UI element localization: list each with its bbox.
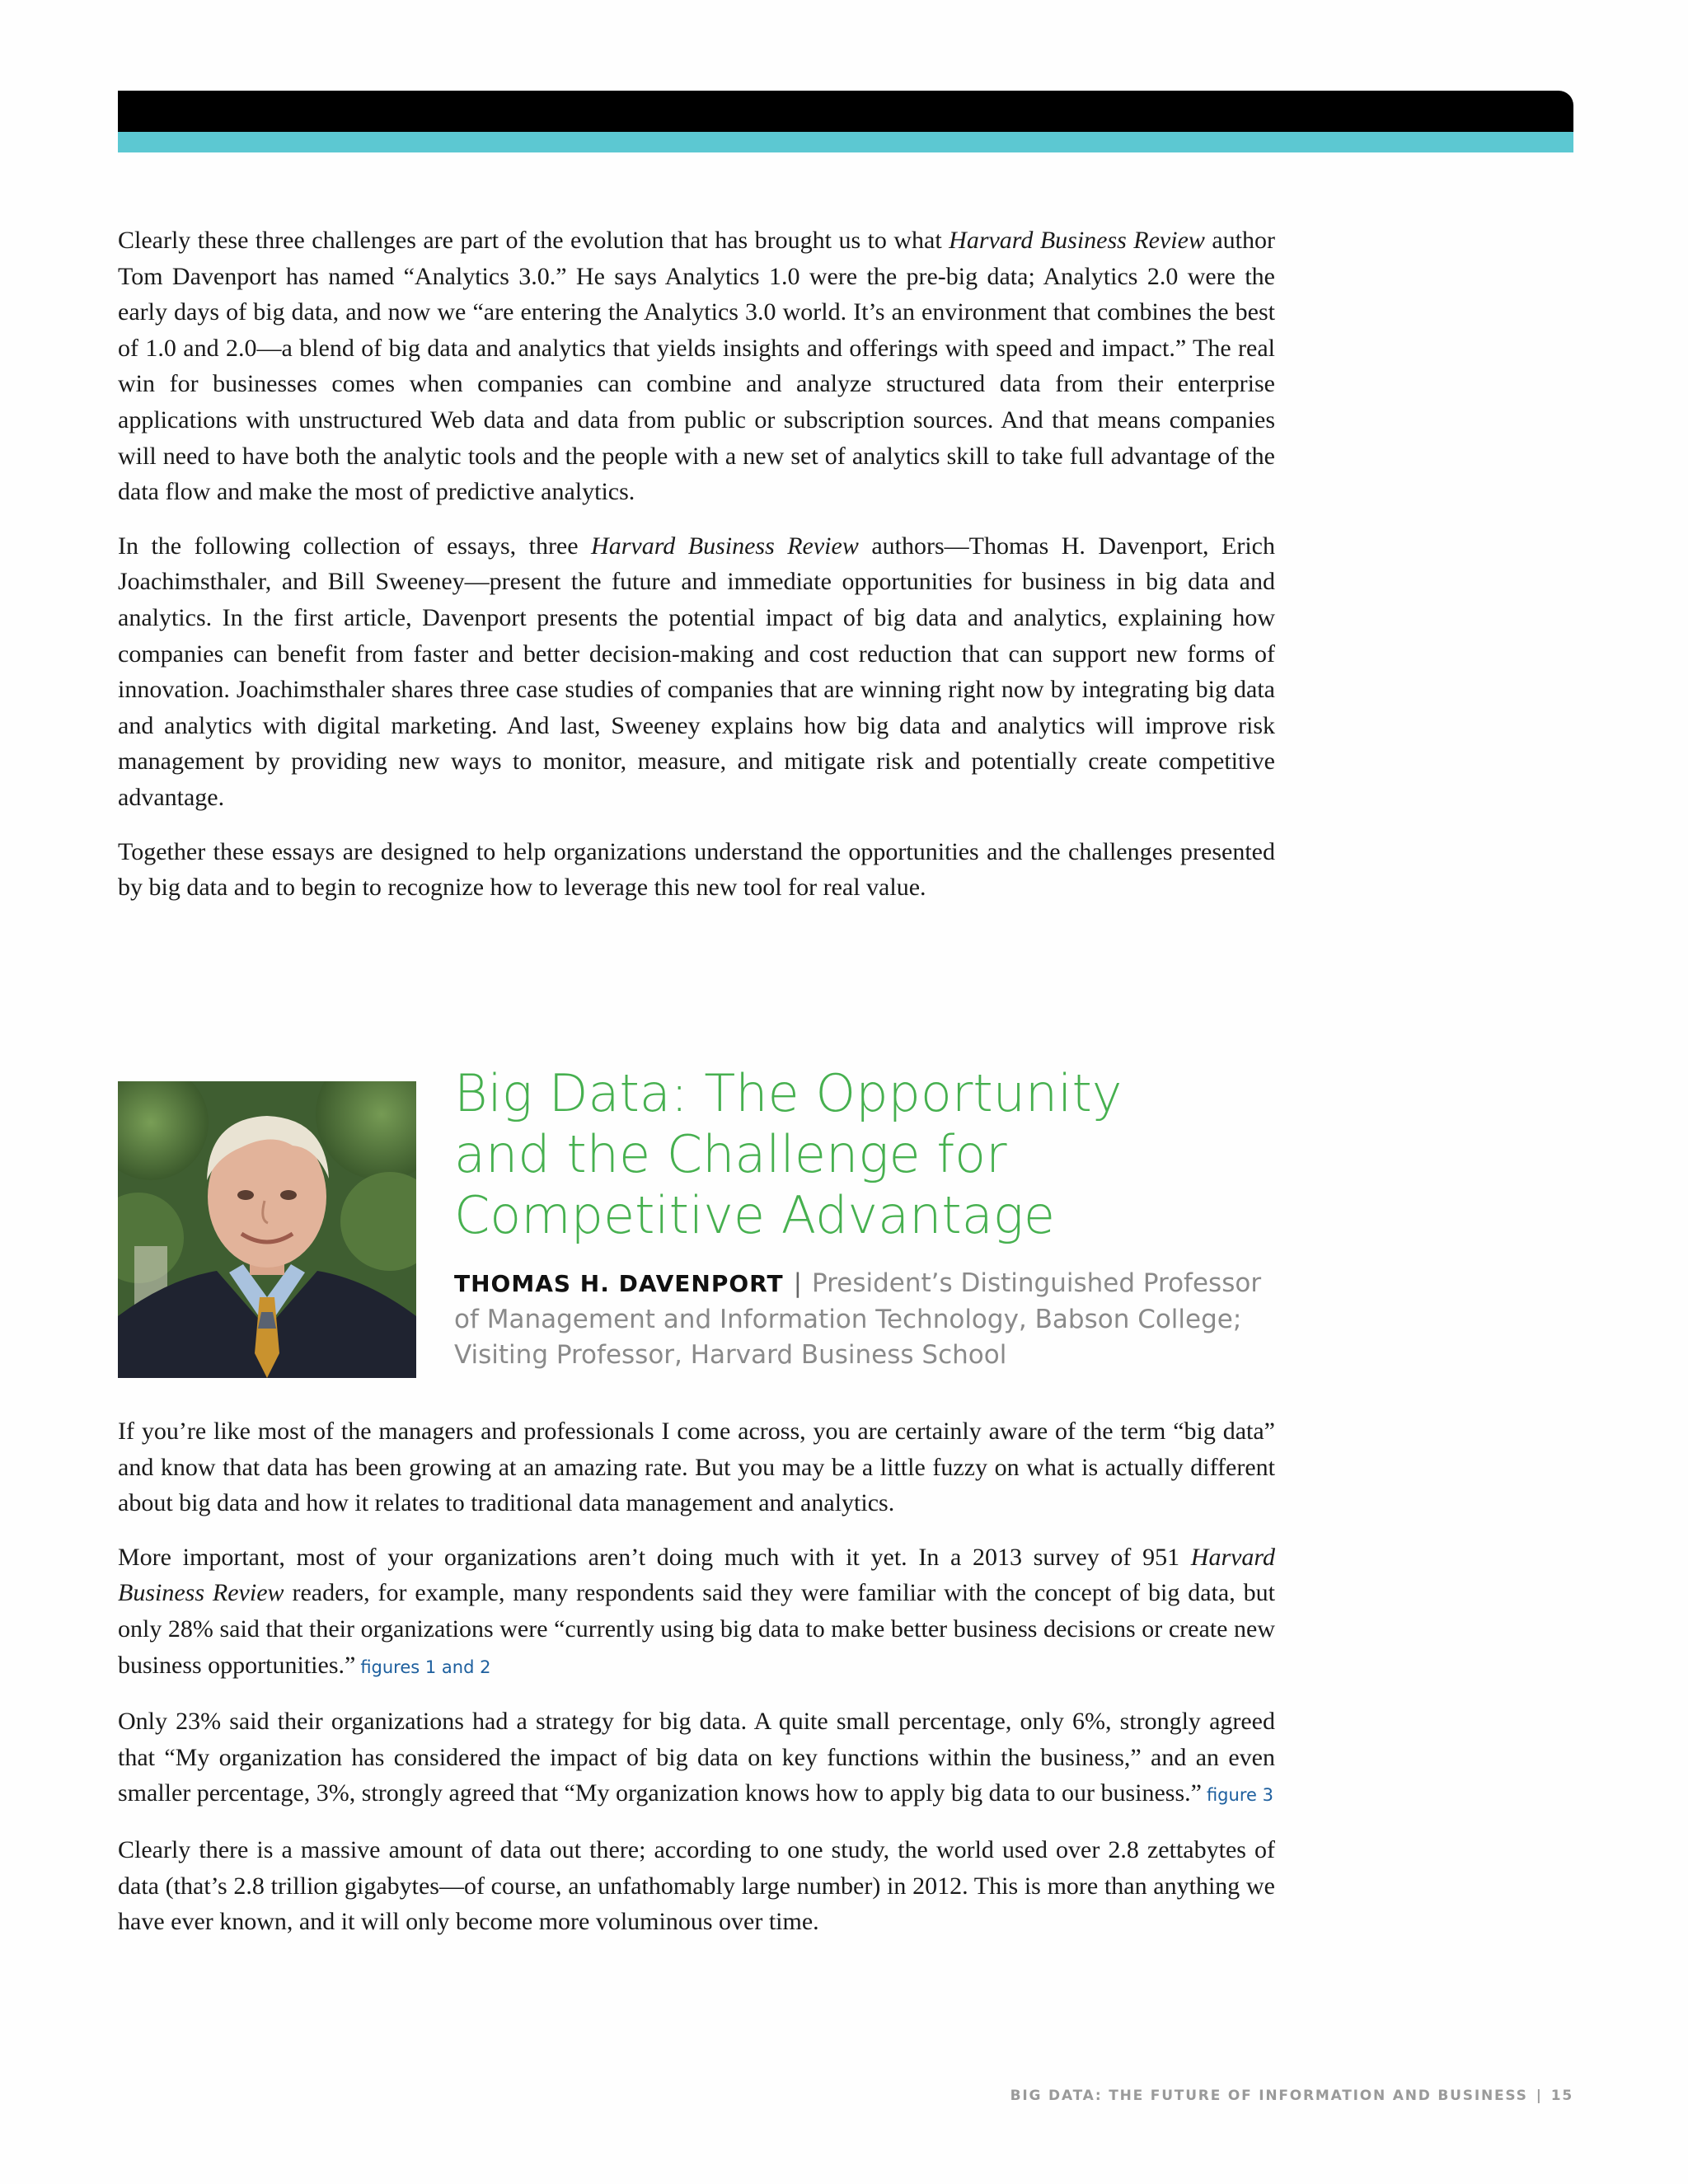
article-header: [454, 1063, 1278, 1374]
publication-name: Harvard Business Review: [118, 1543, 1275, 1607]
figure-reference-link[interactable]: figure 3: [1206, 1785, 1273, 1806]
text-run: In the following collection of essays, three: [118, 532, 592, 560]
article-title: [454, 1063, 1278, 1246]
author-affiliation: President’s Distinguished Professor of Management and Information Technology, Babson College; Visiting Professor, Harvard Business School: [454, 1268, 1262, 1370]
page-footer: [1010, 2088, 1573, 2104]
body-paragraph-3: [118, 1704, 1275, 1814]
intro-paragraph-2: [118, 528, 1275, 816]
article-title-line: and the Challenge for: [454, 1124, 1007, 1184]
author-photo: [118, 1081, 416, 1378]
body-paragraph-2: [118, 1540, 1275, 1685]
page-number: 15: [1550, 2088, 1573, 2104]
header-bar: [118, 91, 1573, 132]
body-paragraph-1: If you’re like most of the managers and professionals I come across, you are certainly aware of the term “big data” and know that data has been growing at an amazing rate. But you may be a little fuzzy on what is actually different about big data and how it relates to traditional data management and analytics.: [118, 1418, 1275, 1517]
text-run: authors—Thomas H. Davenport, Erich Joachimsthaler, and Bill Sweeney—present the future and immediate opportunities for business in big data and analytics. In the first article, Davenport presents the potential impact of big data and analytics, explaining how companies can benefit from faster and better decision-making and cost reduction that can support new forms of innovation. Joachimsthaler shares three case studies of companies that are winning right now by integrating big data and analytics with digital marketing. And last, Sweeney explains how big data and analytics will improve risk management by providing new ways to monitor, measure, and mitigate risk and potentially create competitive advantage.: [118, 532, 1275, 811]
text-run: More important, most of your organizations aren’t doing much with it yet. In a 2013 survey of 951: [118, 1543, 1191, 1571]
figure-reference-link[interactable]: figures 1 and 2: [360, 1657, 491, 1677]
footer-title: BIG DATA: THE FUTURE OF INFORMATION AND BUSINESS: [1010, 2088, 1528, 2104]
article-body: [118, 1413, 1275, 1958]
header-accent-stripe: [118, 132, 1573, 152]
text-run: author Tom Davenport has named “Analytics 3.0.” He says Analytics 1.0 were the pre-big data; Analytics 2.0 were the early days of big data, and now we “are entering the Analytics 3.0 world. It’s an environment that combines the best of 1.0 and 2.0—a blend of big data and analytics that yields insights and offerings with speed and impact.” The real win for businesses comes when companies can combine and analyze structured data from their enterprise applications with unstructured Web data and data from public or subscription sources. And that means companies will need to have both the analytic tools and the people with a new set of analytics skill to take full advantage of the data flow and make the most of predictive analytics.: [118, 227, 1275, 506]
author-byline: [454, 1266, 1262, 1374]
publication-name: Harvard Business Review: [591, 532, 859, 560]
article-title-line: Competitive Advantage: [454, 1185, 1056, 1245]
author-name: THOMAS H. DAVENPORT: [454, 1270, 784, 1297]
intro-paragraph-3: Together these essays are designed to help organizations understand the opportunities and the challenges presented by big data and to begin to recognize how to leverage this new tool for real value.: [118, 837, 1275, 902]
intro-paragraph-1: [118, 223, 1275, 510]
text-run: Clearly these three challenges are part of the evolution that has brought us to what: [118, 227, 950, 254]
byline-separator: |: [793, 1268, 803, 1298]
text-run: readers, for example, many respondents said they were familiar with the concept of big data, but only 28% said that their organizations were “currently using big data to make better business decisions or create new business opportunities.”: [118, 1579, 1275, 1679]
footer-separator: |: [1536, 2088, 1543, 2104]
article-title-line: Big Data: The Opportunity: [454, 1063, 1123, 1123]
body-paragraph-4: Clearly there is a massive amount of data out there; according to one study, the world used over 2.8 zettabytes of data (that’s 2.8 trillion gigabytes—of course, an unfathomably large number) in 2012. This is more than anything we have ever known, and it will only become more voluminous over time.: [118, 1835, 1275, 1936]
publication-name: Harvard Business Review: [949, 227, 1205, 254]
text-run: Only 23% said their organizations had a strategy for big data. A quite small percentage, only 6%, strongly agreed that “My organization has considered the impact of big data on key functions within the business,” and an even smaller percentage, 3%, strongly agreed that “My organization knows how to apply big data to our business.”: [118, 1708, 1275, 1807]
author-portrait-image: [118, 1081, 416, 1378]
intro-section: [118, 223, 1275, 924]
